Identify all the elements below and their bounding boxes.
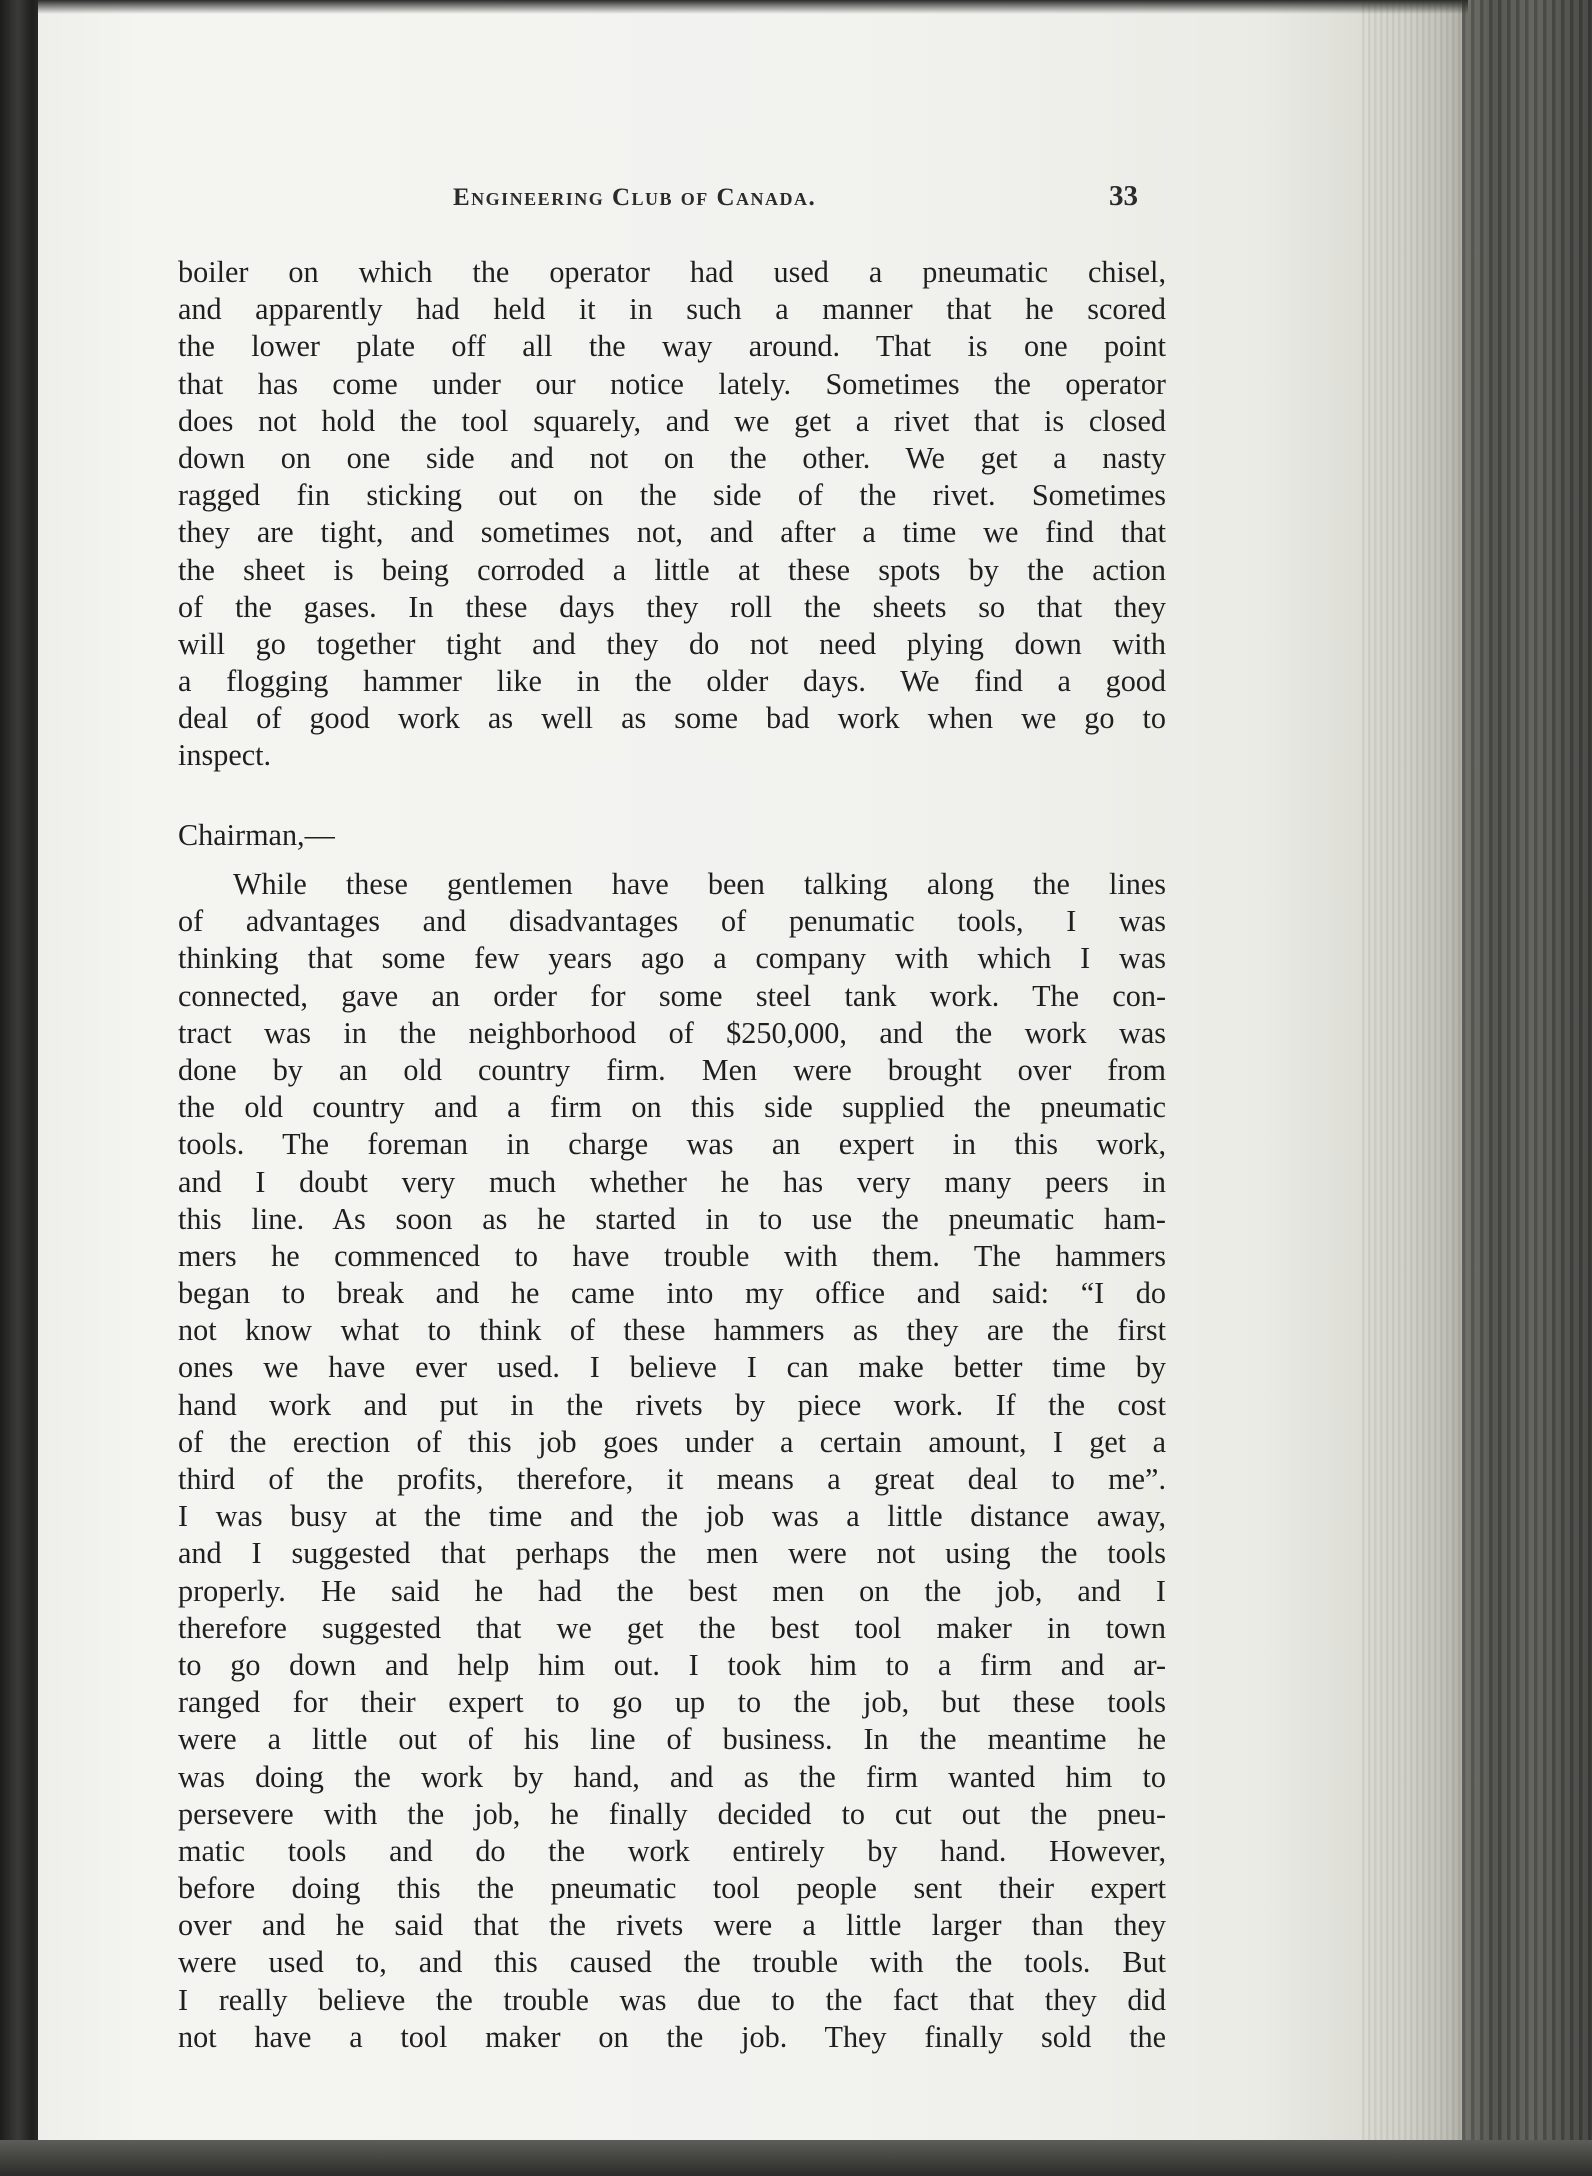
text-line: matic tools and do the work entirely by hand. However,	[178, 1833, 1166, 1868]
text-line: not know what to think of these hammers as they are the first	[178, 1313, 1166, 1348]
text-line: before doing this the pneumatic tool people sent their expert	[178, 1871, 1166, 1906]
text-line: tools. The foreman in charge was an expert in this work,	[178, 1127, 1166, 1162]
text-line: the sheet is being corroded a little at these spots by the action	[178, 552, 1166, 587]
text-line: ones we have ever used. I believe I can make better time by	[178, 1350, 1166, 1385]
text-line: ragged fin sticking out on the side of the rivet. Sometimes	[178, 478, 1166, 513]
text-line: of advantages and disadvantages of penumatic tools, I was	[178, 904, 1166, 939]
text-line: inspect.	[178, 738, 272, 773]
text-line: this line. As soon as he started in to use the pneumatic ham-	[178, 1201, 1166, 1236]
text-line: will go together tight and they do not need plying down with	[178, 626, 1166, 661]
text-line: tract was in the neighborhood of $250,000, and the work was	[178, 1015, 1166, 1050]
book-binding-left	[0, 0, 40, 2176]
text-line: not have a tool maker on the job. They finally sold the	[178, 2019, 1166, 2054]
text-line: does not hold the tool squarely, and we get a rivet that is closed	[178, 403, 1166, 438]
text-line: of the gases. In these days they roll the sheets so that they	[178, 589, 1166, 624]
text-line: I was busy at the time and the job was a little distance away,	[178, 1499, 1166, 1534]
running-head	[0, 180, 1592, 224]
text-line: done by an old country firm. Men were brought over from	[178, 1052, 1166, 1087]
paragraph-1	[178, 254, 1166, 775]
text-line: began to break and he came into my office and said: “I do	[178, 1276, 1166, 1311]
text-line: third of the profits, therefore, it means a great deal to me”.	[178, 1462, 1166, 1496]
text-line: was doing the work by hand, and as the firm wanted him to	[178, 1759, 1166, 1794]
page-edges	[1362, 0, 1467, 2150]
page-number: 33	[1109, 180, 1138, 212]
text-line: were a little out of his line of business. In the meantime he	[178, 1722, 1166, 1757]
book-cover-edge	[1462, 0, 1592, 2176]
speaker-label: Chairman,—	[178, 818, 335, 852]
text-line: boiler on which the operator had used a pneumatic chisel,	[178, 255, 1166, 289]
text-line: ranged for their expert to go up to the job, but these tools	[178, 1685, 1166, 1720]
paragraph-2	[178, 866, 1166, 2056]
text-line: to go down and help him out. I took him to a firm and ar-	[178, 1647, 1166, 1682]
text-line: therefore suggested that we get the best tool maker in town	[178, 1610, 1166, 1645]
text-line: the old country and a firm on this side supplied the pneumatic	[178, 1090, 1166, 1125]
text-line: thinking that some few years ago a company with which I was	[178, 941, 1166, 976]
text-line: were used to, and this caused the trouble with the tools. But	[178, 1945, 1166, 1980]
text-line: hand work and put in the rivets by piece work. If the cost	[178, 1387, 1166, 1422]
text-line: mers he commenced to have trouble with them. The hammers	[178, 1238, 1166, 1273]
text-line: properly. He said he had the best men on the job, and I	[178, 1573, 1166, 1608]
text-line: deal of good work as well as some bad work when we go to	[178, 701, 1166, 736]
top-shadow	[38, 0, 1468, 14]
text-line: While these gentlemen have been talking along the lines	[233, 867, 1166, 901]
running-title: Engineering Club of Canada.	[453, 184, 817, 211]
text-line: that has come under our notice lately. Sometimes the operator	[178, 366, 1166, 401]
text-line: over and he said that the rivets were a little larger than they	[178, 1908, 1166, 1943]
text-line: down on one side and not on the other. We get a nasty	[178, 440, 1166, 475]
text-line: and I suggested that perhaps the men were not using the tools	[178, 1536, 1166, 1571]
text-line: and apparently had held it in such a manner that he scored	[178, 292, 1166, 327]
text-line: of the erection of this job goes under a certain amount, I get a	[178, 1424, 1166, 1459]
text-line: persevere with the job, he finally decided to cut out the pneu-	[178, 1796, 1166, 1831]
text-line: connected, gave an order for some steel tank work. The con-	[178, 978, 1166, 1013]
text-line: the lower plate off all the way around. That is one point	[178, 329, 1166, 364]
text-line: I really believe the trouble was due to the fact that they did	[178, 1982, 1166, 2017]
text-line: they are tight, and sometimes not, and after a time we find that	[178, 515, 1166, 550]
text-line: a flogging hammer like in the older days. We find a good	[178, 664, 1166, 699]
book-bottom-edge	[0, 2140, 1592, 2176]
text-line: and I doubt very much whether he has very many peers in	[178, 1164, 1166, 1199]
